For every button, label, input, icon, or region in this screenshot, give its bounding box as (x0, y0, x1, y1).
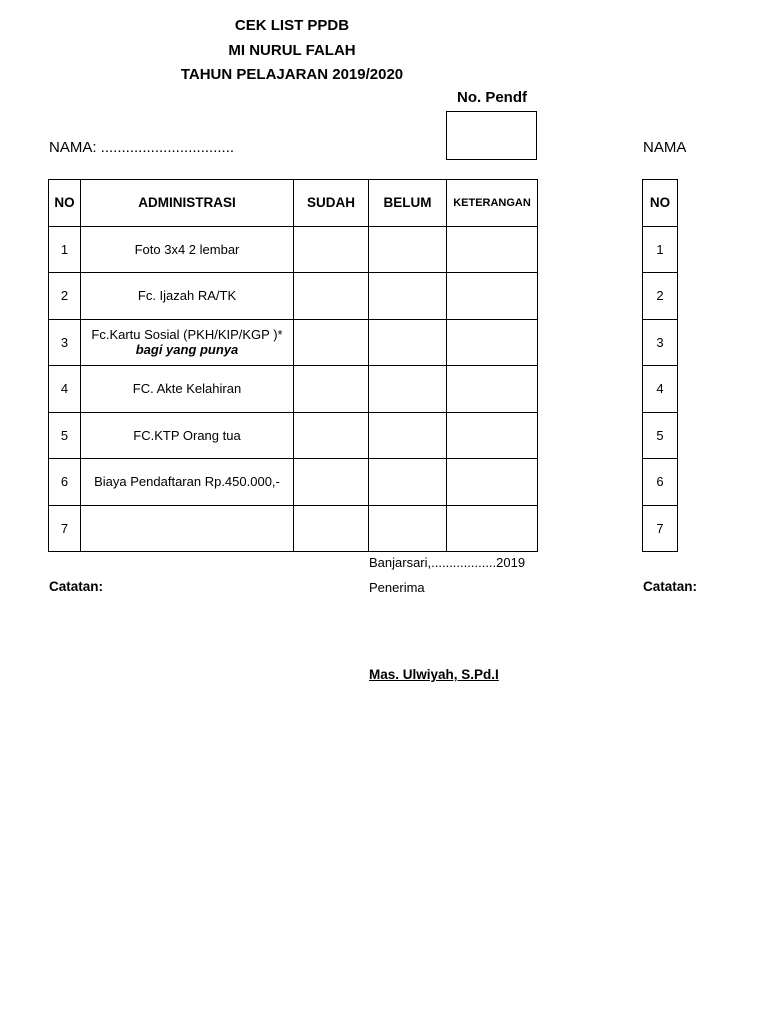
row-item (81, 505, 294, 552)
header-no: NO (49, 180, 81, 227)
side-table-row (643, 319, 678, 366)
row-no: 7 (49, 505, 81, 552)
row-item: FC.KTP Orang tua (81, 412, 294, 459)
header-belum: BELUM (369, 180, 447, 227)
keterangan-cell (447, 505, 538, 552)
side-header-row (643, 180, 678, 227)
belum-cell (369, 273, 447, 320)
side-catatan-label: Catatan: (643, 579, 698, 594)
keterangan-cell (447, 319, 538, 366)
table-row (49, 412, 538, 459)
table-row (49, 505, 538, 552)
belum-cell (369, 319, 447, 366)
row-item: FC. Akte Kelahiran (81, 366, 294, 413)
sudah-cell (294, 273, 369, 320)
row-item (81, 319, 294, 366)
side-checklist-table (642, 179, 678, 552)
row-item: Foto 3x4 2 lembar (81, 226, 294, 273)
row-no: 3 (49, 319, 81, 366)
table-header-row (49, 180, 538, 227)
side-row-no: 4 (643, 366, 678, 413)
belum-cell (369, 366, 447, 413)
belum-cell (369, 459, 447, 506)
keterangan-cell (447, 273, 538, 320)
side-row-no: 3 (643, 319, 678, 366)
belum-cell (369, 505, 447, 552)
row-no: 5 (49, 412, 81, 459)
table-row (49, 226, 538, 273)
row-no: 2 (49, 273, 81, 320)
catatan-label: Catatan: (49, 579, 104, 594)
row-no: 6 (49, 459, 81, 506)
side-nama-label: NAMA (643, 139, 687, 156)
side-row-no: 1 (643, 226, 678, 273)
header-keterangan: KETERANGAN (447, 180, 538, 227)
nama-field: NAMA: ................................ (49, 139, 235, 156)
header-sudah: SUDAH (294, 180, 369, 227)
sudah-cell (294, 366, 369, 413)
keterangan-cell (447, 412, 538, 459)
keterangan-cell (447, 226, 538, 273)
checklist-table (48, 179, 538, 552)
row-no: 1 (49, 226, 81, 273)
sudah-cell (294, 319, 369, 366)
side-header-no: NO (643, 180, 678, 227)
side-table-row (643, 273, 678, 320)
side-table-row (643, 366, 678, 413)
keterangan-cell (447, 459, 538, 506)
penerima-label: Penerima (369, 580, 425, 595)
title-line-3: TAHUN PELAJARAN 2019/2020 (180, 66, 404, 83)
no-pendf-box (446, 111, 537, 160)
row-item-note: bagi yang punya (135, 342, 239, 358)
row-item-text: Fc.Kartu Sosial (PKH/KIP/KGP )* (91, 327, 283, 343)
title-line-2: MI NURUL FALAH (228, 42, 356, 59)
side-table-row (643, 226, 678, 273)
side-row-no: 5 (643, 412, 678, 459)
table-row (49, 319, 538, 366)
sudah-cell (294, 459, 369, 506)
keterangan-cell (447, 366, 538, 413)
signer-name: Mas. Ulwiyah, S.Pd.I (369, 667, 499, 682)
side-row-no: 6 (643, 459, 678, 506)
side-table-row (643, 505, 678, 552)
header-administrasi: ADMINISTRASI (81, 180, 294, 227)
belum-cell (369, 412, 447, 459)
table-row (49, 459, 538, 506)
sudah-cell (294, 505, 369, 552)
table-row (49, 273, 538, 320)
place-date: Banjarsari,..................2019 (369, 555, 526, 570)
side-table-row (643, 459, 678, 506)
sudah-cell (294, 226, 369, 273)
table-row (49, 366, 538, 413)
side-table-row (643, 412, 678, 459)
sudah-cell (294, 412, 369, 459)
title-line-1: CEK LIST PPDB (234, 17, 350, 34)
side-row-no: 7 (643, 505, 678, 552)
row-no: 4 (49, 366, 81, 413)
side-row-no: 2 (643, 273, 678, 320)
row-item: Biaya Pendaftaran Rp.450.000,- (81, 459, 294, 506)
row-item: Fc. Ijazah RA/TK (81, 273, 294, 320)
no-pendf-label: No. Pendf (457, 89, 527, 106)
belum-cell (369, 226, 447, 273)
